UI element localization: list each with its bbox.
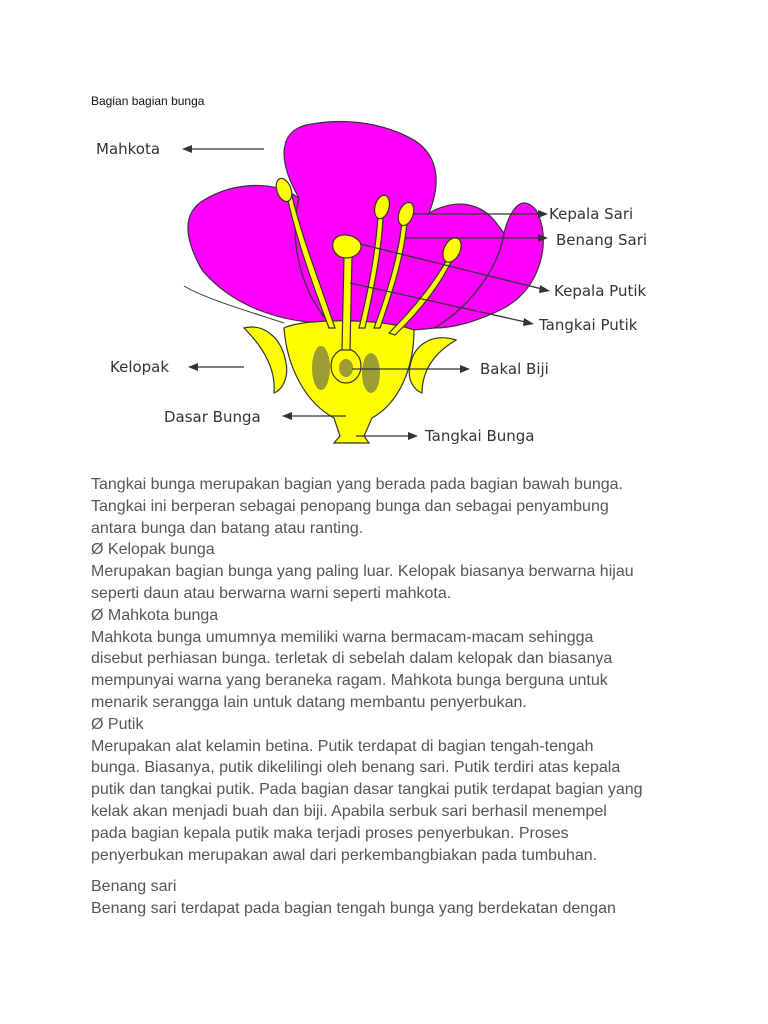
ovule-right	[362, 353, 380, 393]
arrowhead-kepala-sari	[538, 210, 548, 218]
label-dasar-bunga: Dasar Bunga	[164, 408, 261, 426]
label-kepala-putik: Kepala Putik	[554, 282, 647, 300]
body-line-11: menarik serangga lain untuk datang membantu penyerbukan.	[91, 693, 527, 711]
body-line-14: bunga. Biasanya, putik dikelilingi oleh benang sari. Putik terdiri atas kepala	[91, 759, 621, 777]
label-mahkota: Mahkota	[96, 140, 161, 158]
arrowhead-tangkai-putik	[523, 318, 534, 326]
body-line-20: Benang sari terdapat pada bagian tengah bunga yang berdekatan dengan	[91, 900, 616, 918]
arrowhead-mahkota	[182, 145, 192, 153]
body-text	[91, 474, 691, 920]
arrowhead-dasar-bunga	[282, 412, 292, 420]
label-benang-sari: Benang Sari	[556, 231, 648, 249]
body-line-13: Merupakan alat kelamin betina. Putik terdapat di bagian tengah-tengah	[91, 737, 594, 755]
arrowhead-bakal-biji	[460, 365, 470, 373]
heading-putik: Ø Putik	[91, 715, 144, 733]
arrowhead-tangkai-bunga	[408, 432, 418, 440]
body-line-18: penyerbukan merupakan awal dari perkembangbiakan pada tumbuhan.	[91, 846, 598, 864]
body-line-15: putik dan tangkai putik. Pada bagian dasar tangkai putik terdapat bagian yang	[91, 781, 643, 799]
stigma	[333, 235, 361, 258]
label-tangkai-bunga: Tangkai Bunga	[425, 427, 535, 445]
body-line-2: Tangkai ini berperan sebagai penopang bunga dan sebagai penyambung	[91, 497, 609, 515]
flower-diagram	[84, 118, 684, 458]
sepal-right	[409, 338, 456, 393]
petals	[184, 122, 543, 331]
body-line-3: antara bunga dan batang atau ranting.	[91, 519, 364, 537]
heading-kelopak-bunga: Ø Kelopak bunga	[91, 541, 215, 559]
sepal-left	[244, 327, 287, 393]
label-kelopak: Kelopak	[110, 358, 170, 376]
body-line-17: pada bagian kepala putik maka terjadi proses penyerbukan. Proses	[91, 824, 569, 842]
style	[342, 256, 352, 350]
document-title: Bagian bagian bunga	[91, 94, 205, 108]
body-line-6: seperti daun atau berwarna warni seperti mahkota.	[91, 584, 452, 602]
heading-benang-sari: Benang sari	[91, 878, 177, 896]
label-bakal-biji: Bakal Biji	[480, 360, 549, 378]
ovary-inner	[339, 359, 353, 377]
body-line-16: kelak akan menjadi buah dan biji. Apabila serbuk sari berhasil menempel	[91, 802, 607, 820]
label-kepala-sari: Kepala Sari	[549, 205, 634, 223]
body-line-5: Merupakan bagian bunga yang paling luar. Kelopak biasanya berwarna hijau	[91, 563, 634, 581]
arrowhead-kepala-putik	[539, 285, 550, 293]
body-line-10: mempunyai warna yang beraneka ragam. Mahkota bunga berguna untuk	[91, 672, 608, 690]
flower-diagram-svg	[84, 118, 684, 458]
heading-mahkota-bunga: Ø Mahkota bunga	[91, 606, 219, 624]
body-line-8: Mahkota bunga umumnya memiliki warna bermacam-macam sehingga	[91, 628, 594, 646]
ovule-left	[312, 346, 330, 390]
label-tangkai-putik: Tangkai Putik	[539, 316, 638, 334]
arrowhead-kelopak	[188, 363, 198, 371]
body-line-1: Tangkai bunga merupakan bagian yang berada pada bagian bawah bunga.	[91, 476, 623, 493]
body-line-9: disebut perhiasan bunga. terletak di sebelah dalam kelopak dan biasanya	[91, 650, 613, 668]
